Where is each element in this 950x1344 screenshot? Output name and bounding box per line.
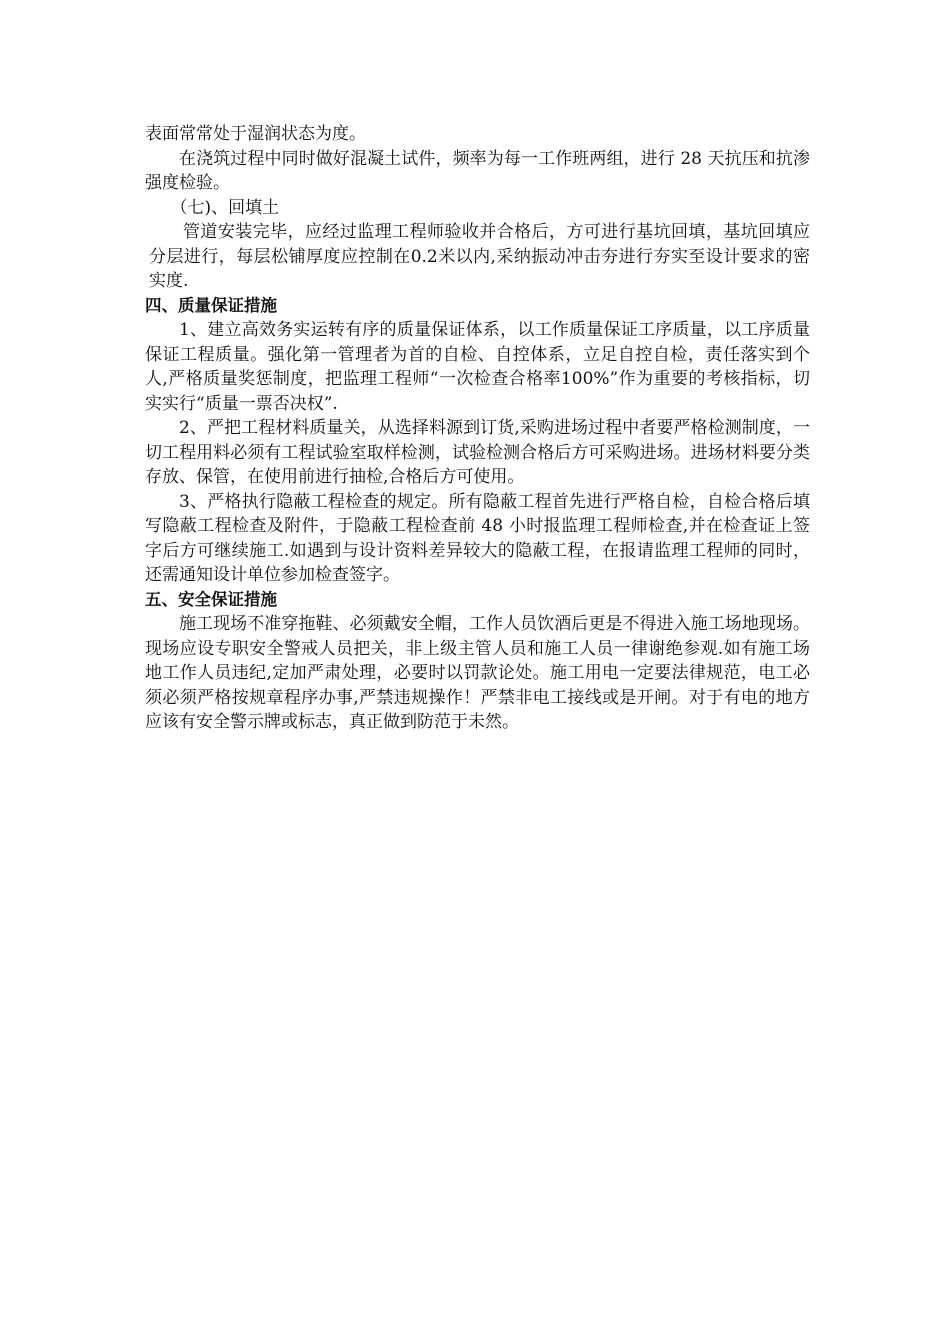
paragraph-backfill: 管道安装完毕，应经过监理工程师验收并合格后，方可进行基坑回填，基坑回填应分层进行，每层松铺厚度应控制在0.2米以内,采纳振动冲击夯进行夯实至设计要求的密实度. — [149, 222, 810, 291]
paragraph-safety: 施工现场不准穿拖鞋、必须戴安全帽，工作人员饮酒后更是不得进入施工场地现场。现场应设专职安全警戒人员把关，非上级主管人员和施工人员一律谢绝参观.如有施工场地工作人员违纪,定加严肃处理，必要时以罚款论处。施工用电一定要法律规范，电工必须必须严格按规章程序办事,严禁违规操作！严禁非电工接线或是开闸。对于有电的地方应该有安全警示牌或标志，真正做到防范于未然。 — [145, 614, 810, 732]
paragraph-curing: 表面常常处于湿润状态为度。 — [145, 124, 366, 144]
paragraph-quality-2: 2、严把工程材料质量关，从选择料源到订货,采购进场过程中者要严格检测制度，一切工程用料必须有工程试验室取样检测，试验检测合格后方可采购进场。进场材料要分类存放、保管，在使用前进行抽检,合格后方可使用。 — [145, 418, 810, 487]
paragraph-quality-1: 1、建立高效务实运转有序的质量保证体系，以工作质量保证工序质量，以工序质量保证工程质量。强化第一管理者为首的自检、自控体系，立足自控自检，责任落实到个人,严格质量奖惩制度，把监理工程师“一次检查合格率100%”作为重要的考核指标，切实实行“质量一票否决权”. — [145, 320, 810, 414]
paragraph-concrete-test: 在浇筑过程中同时做好混凝土试件，频率为每一工作班两组，进行 28 天抗压和抗渗强度检验。 — [145, 148, 810, 193]
document-body — [145, 122, 810, 735]
heading-quality-measures: 四、质量保证措施 — [145, 295, 277, 315]
subheading-backfill: （七)、回填土 — [170, 197, 280, 218]
paragraph-quality-3: 3、严格执行隐蔽工程检查的规定。所有隐蔽工程首先进行严格自检，自检合格后填写隐蔽工程检查及附件，于隐蔽工程检查前 48 小时报监理工程师检查,并在检查证上签字后方可继续施工.如遇到与设计资料差异较大的隐蔽工程，在报请监理工程师的同时，还需通知设计单位参加检查签字。 — [145, 491, 810, 585]
heading-safety-measures: 五、安全保证措施 — [145, 589, 277, 609]
